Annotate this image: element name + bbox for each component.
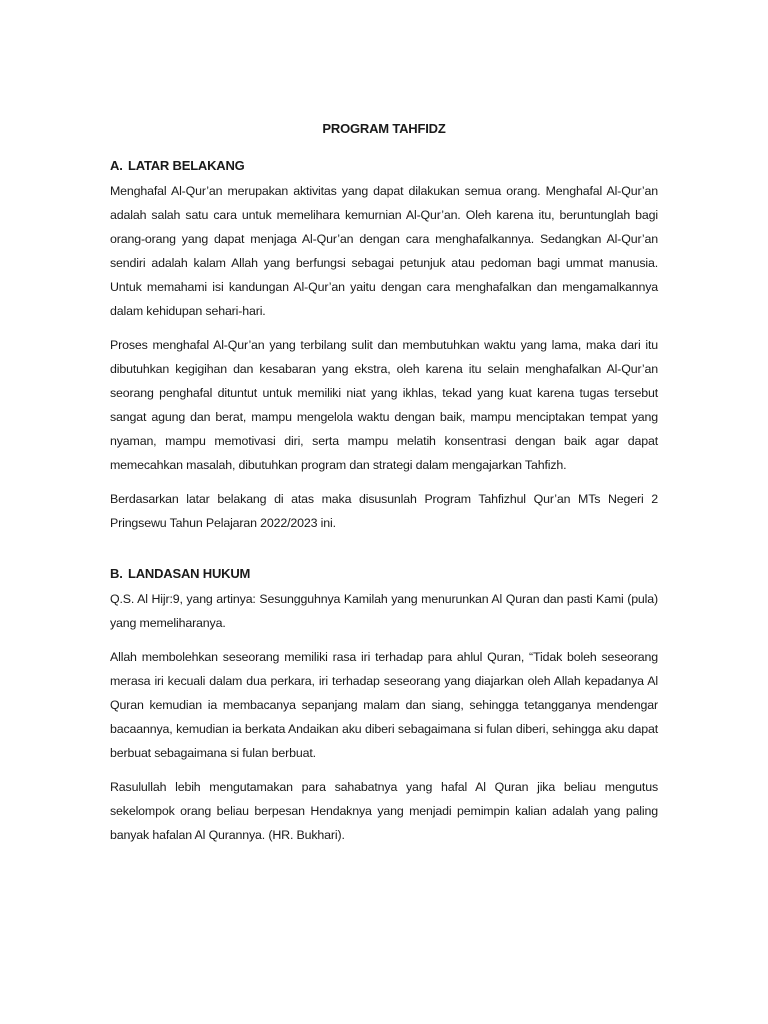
section-heading xyxy=(110,158,658,173)
section-landasan-hukum xyxy=(110,566,658,857)
paragraph: Q.S. Al Hijr:9, yang artinya: Sesungguhnya Kamilah yang menurunkan Al Quran dan pasti Kami (pula) yang memeliharanya. xyxy=(110,592,658,630)
document-title: PROGRAM TAHFIDZ xyxy=(322,121,446,136)
section-latar-belakang xyxy=(110,158,658,545)
paragraph: Menghafal Al-Qur’an merupakan aktivitas yang dapat dilakukan semua orang. Menghafal Al-Qur’an adalah salah satu cara untuk memelihara kemurnian Al-Qur’an. Oleh karena itu, beruntunglah bagi orang-orang yang dapat menjaga Al-Qur’an dengan cara menghafalkannya. Sedangkan Al-Qur’an sendiri adalah kalam Allah yang berfungsi sebagai petunjuk atau pedoman bagi ummat manusia. Untuk memahami isi kandungan Al-Qur’an yaitu dengan cara menghafalkan dan mengamalkannya dalam kehidupan sehari-hari. xyxy=(110,184,658,318)
section-letter: B. xyxy=(110,566,123,581)
paragraph: Proses menghafal Al-Qur’an yang terbilang sulit dan membutuhkan waktu yang lama, maka dari itu dibutuhkan kegigihan dan kesabaran yang ekstra, oleh karena itu selain menghafalkan Al-Qur’an seorang penghafal dituntut untuk memiliki niat yang ikhlas, tekad yang kuat karena tugas tersebut sangat agung dan berat, mampu mengelola waktu dengan baik, mampu menciptakan tempat yang nyaman, mampu memotivasi diri, serta mampu melatih konsentrasi dengan baik agar dapat memecahkan masalah, dibutuhkan program dan strategi dalam mengajarkan Tahfizh. xyxy=(110,338,658,472)
section-heading xyxy=(110,566,658,581)
section-heading-text: LATAR BELAKANG xyxy=(128,158,245,173)
section-letter: A. xyxy=(110,158,123,173)
paragraph: Allah membolehkan seseorang memiliki rasa iri terhadap para ahlul Quran, “Tidak boleh seseorang merasa iri kecuali dalam dua perkara, iri terhadap seseorang yang diajarkan oleh Allah kepadanya Al Quran kemudian ia membacanya sepanjang malam dan siang, sehingga tetangganya mendengar bacaannya, kemudian ia berkata Andaikan aku diberi sebagaimana si fulan diberi, sehingga aku dapat berbuat sebagaimana si fulan berbuat. xyxy=(110,650,658,760)
section-heading-text: LANDASAN HUKUM xyxy=(128,566,251,581)
paragraph: Berdasarkan latar belakang di atas maka disusunlah Program Tahfizhul Qur’an MTs Negeri 2 Pringsewu Tahun Pelajaran 2022/2023 ini. xyxy=(110,492,658,530)
paragraph: Rasulullah lebih mengutamakan para sahabatnya yang hafal Al Quran jika beliau mengutus sekelompok orang beliau berpesan Hendaknya yang menjadi pemimpin kalian adalah yang paling banyak hafalan Al Qurannya. (HR. Bukhari). xyxy=(110,780,658,842)
